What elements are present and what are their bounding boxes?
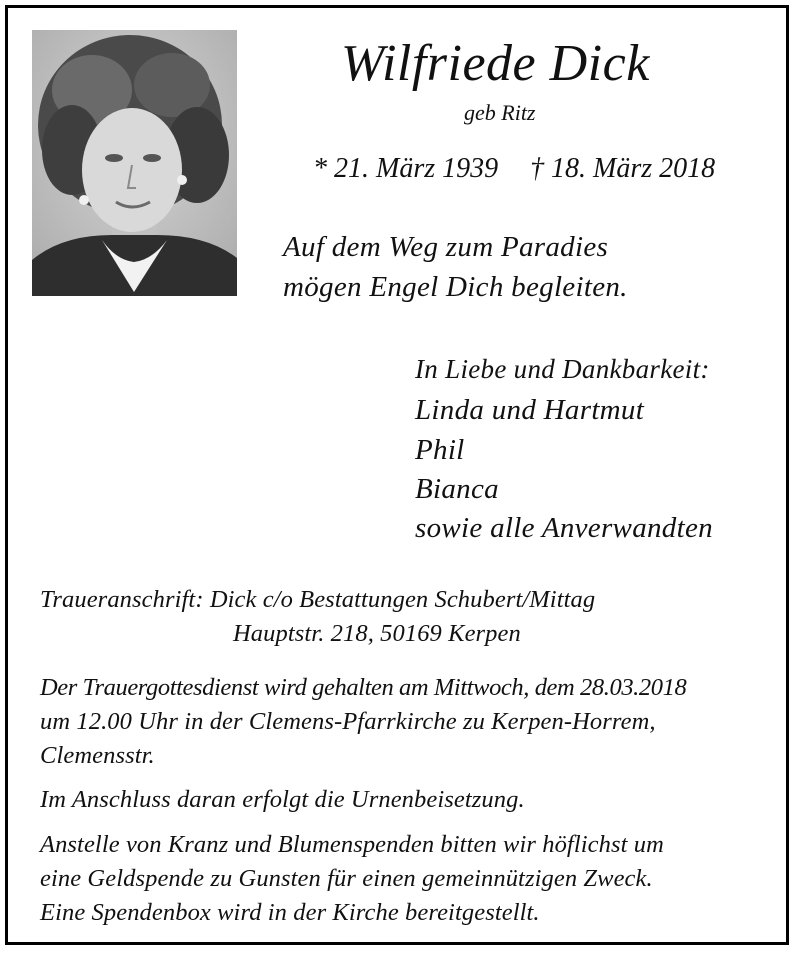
service-line: Der Trauergottesdienst wird gehalten am Mittwoch, dem 28.03.2018 (40, 674, 687, 701)
mourner-line: sowie alle Anverwandten (415, 512, 713, 544)
mourning-address: Hauptstr. 218, 50169 Kerpen (233, 620, 521, 647)
birth-date: * 21. März 1939 (313, 153, 499, 184)
mourner-line: Phil (415, 434, 465, 466)
death-date: † 18. März 2018 (530, 153, 716, 184)
signoff-intro: In Liebe und Dankbarkeit: (415, 354, 710, 384)
mourner-line: Linda und Hartmut (415, 394, 645, 426)
burial-line: Im Anschluss daran erfolgt die Urnenbeisetzung. (40, 786, 525, 813)
service-line: um 12.00 Uhr in der Clemens-Pfarrkirche zu Kerpen-Horrem, (40, 708, 656, 735)
donation-line: eine Geldspende zu Gunsten für einen gemeinnützigen Zweck. (40, 865, 653, 892)
portrait-photo (32, 30, 237, 296)
donation-line: Anstelle von Kranz und Blumenspenden bitten wir höflichst um (40, 831, 664, 858)
service-line: Clemensstr. (40, 742, 155, 769)
deceased-name: Wilfriede Dick (341, 35, 650, 92)
mourning-address: Traueranschrift: Dick c/o Bestattungen Schubert/Mittag (40, 586, 596, 613)
verse-line: Auf dem Weg zum Paradies (283, 231, 609, 263)
donation-line: Eine Spendenbox wird in der Kirche bereitgestellt. (40, 899, 540, 926)
mourner-line: Bianca (415, 473, 499, 505)
obituary-notice (5, 5, 789, 945)
maiden-name: geb Ritz (464, 100, 536, 125)
portrait-photo-illustration (32, 30, 237, 296)
verse-line: mögen Engel Dich begleiten. (283, 271, 628, 303)
